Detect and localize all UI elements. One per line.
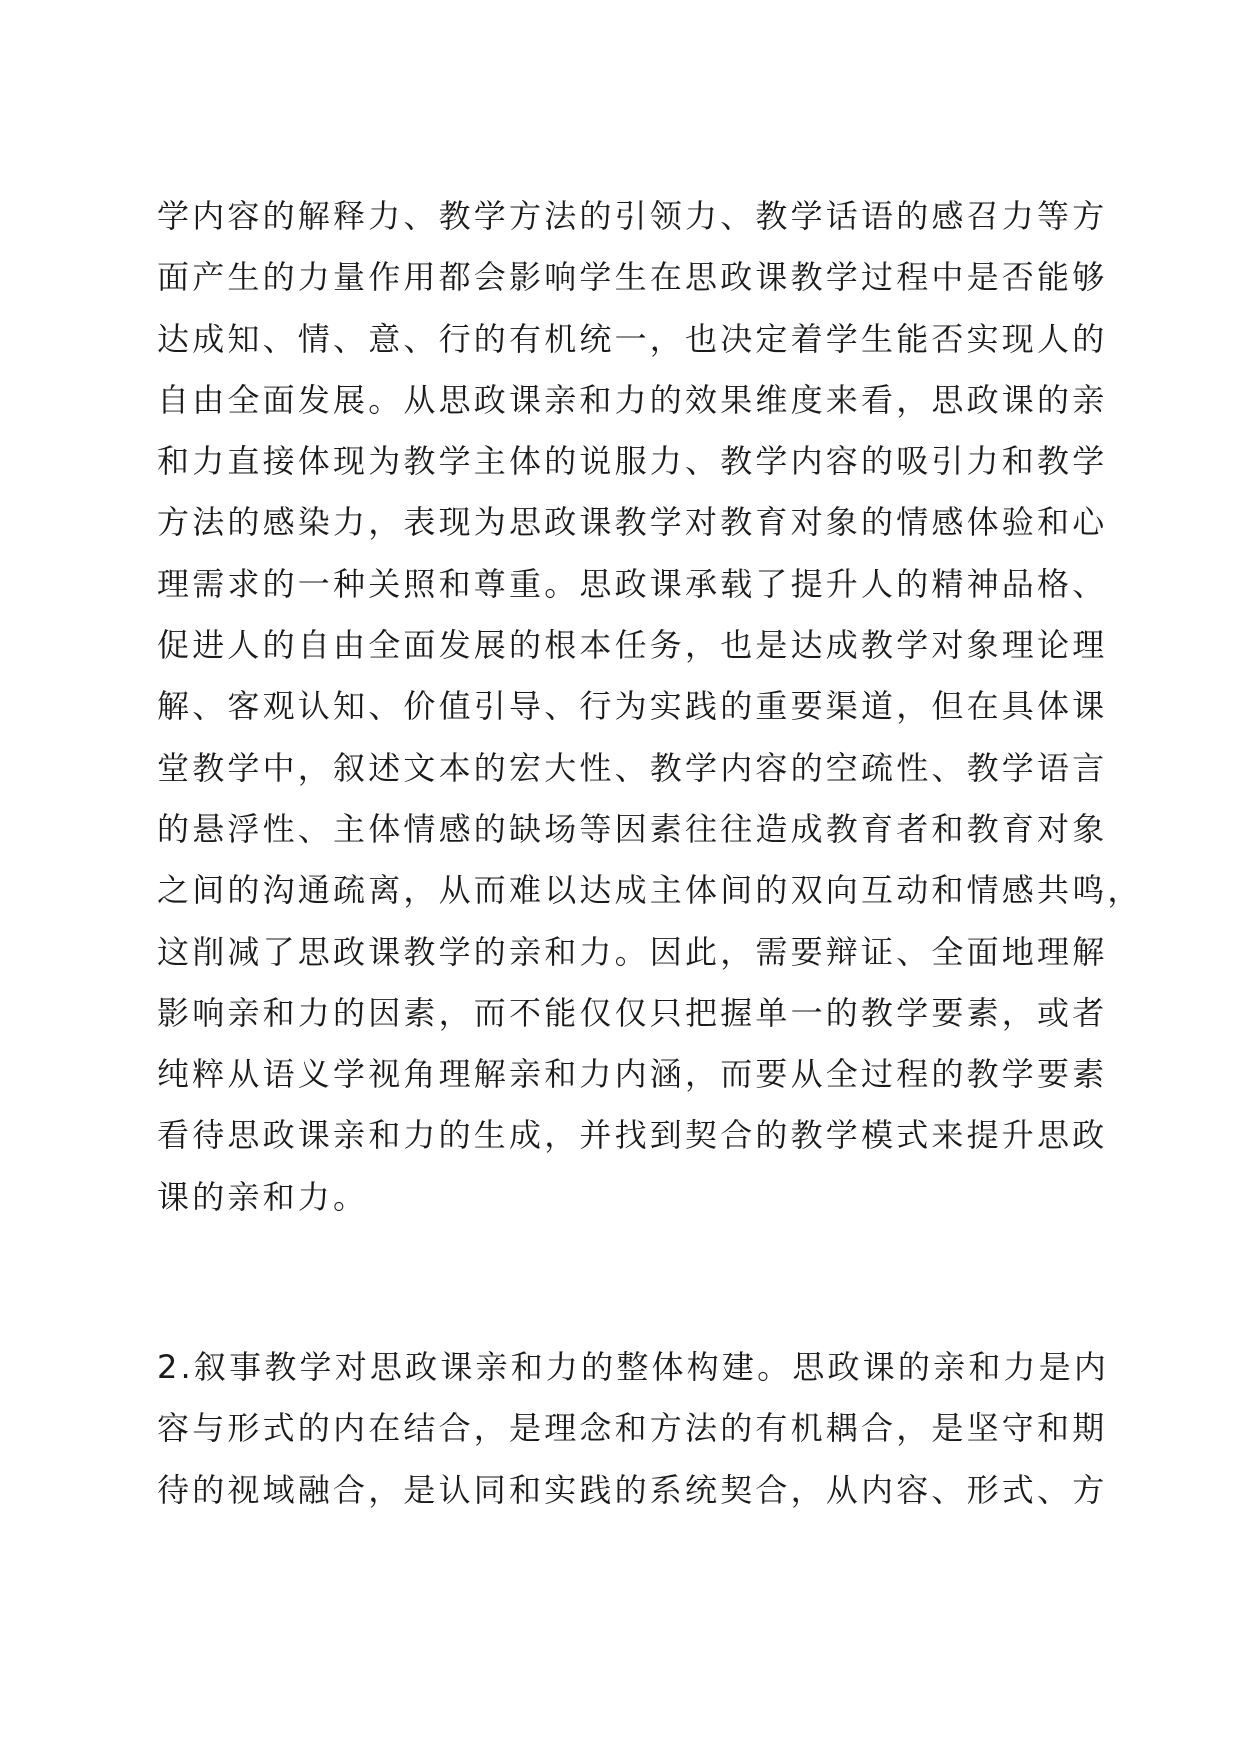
text-line: 的悬浮性、主体情感的缺场等因素往往造成教育者和教育对象 xyxy=(157,809,1108,848)
body-paragraph xyxy=(157,186,1143,1228)
text-line: 方法的感染力，表现为思政课教学对教育对象的情感体验和心 xyxy=(157,503,1108,542)
section-paragraph xyxy=(157,1337,1110,1521)
text-line: 理需求的一种关照和尊重。思政课承载了提升人的精神品格、 xyxy=(157,564,1108,603)
text-line: 这削减了思政课教学的亲和力。因此，需要辩证、全面地理解 xyxy=(157,932,1108,971)
text-line: 面产生的力量作用都会影响学生在思政课教学过程中是否能够 xyxy=(157,258,1108,297)
text-line: 学内容的解释力、教学方法的引领力、教学话语的感召力等方 xyxy=(157,197,1108,235)
text-line: 看待思政课亲和力的生成，并找到契合的教学模式来提升思政 xyxy=(157,1116,1108,1155)
text-line: 待的视域融合，是认同和实践的系统契合，从内容、形式、方 xyxy=(157,1470,1108,1509)
text-line: 容与形式的内在结合，是理念和方法的有机耦合，是坚守和期 xyxy=(157,1409,1108,1448)
section-heading-line: 2.叙事教学对思政课亲和力的整体构建。思政课的亲和力是内 xyxy=(157,1348,1110,1386)
text-line: 促进人的自由全面发展的根本任务，也是达成教学对象理论理 xyxy=(157,626,1108,665)
text-line: 堂教学中，叙述文本的宏大性、教学内容的空疏性、教学语言 xyxy=(157,748,1108,787)
text-line-last: 课的亲和力。 xyxy=(157,1177,369,1216)
text-line: 影响亲和力的因素，而不能仅仅只把握单一的教学要素，或者 xyxy=(157,993,1108,1032)
text-line: 纯粹从语义学视角理解亲和力内涵，而要从全过程的教学要素 xyxy=(157,1055,1108,1094)
text-line: 之间的沟通疏离，从而难以达成主体间的双向互动和情感共鸣， xyxy=(157,871,1143,910)
text-line: 解、客观认知、价值引导、行为实践的重要渠道，但在具体课 xyxy=(157,687,1108,726)
text-line: 和力直接体现为教学主体的说服力、教学内容的吸引力和教学 xyxy=(157,442,1108,481)
text-line: 达成知、情、意、行的有机统一，也决定着学生能否实现人的 xyxy=(157,319,1108,358)
text-line: 自由全面发展。从思政课亲和力的效果维度来看，思政课的亲 xyxy=(157,380,1108,419)
